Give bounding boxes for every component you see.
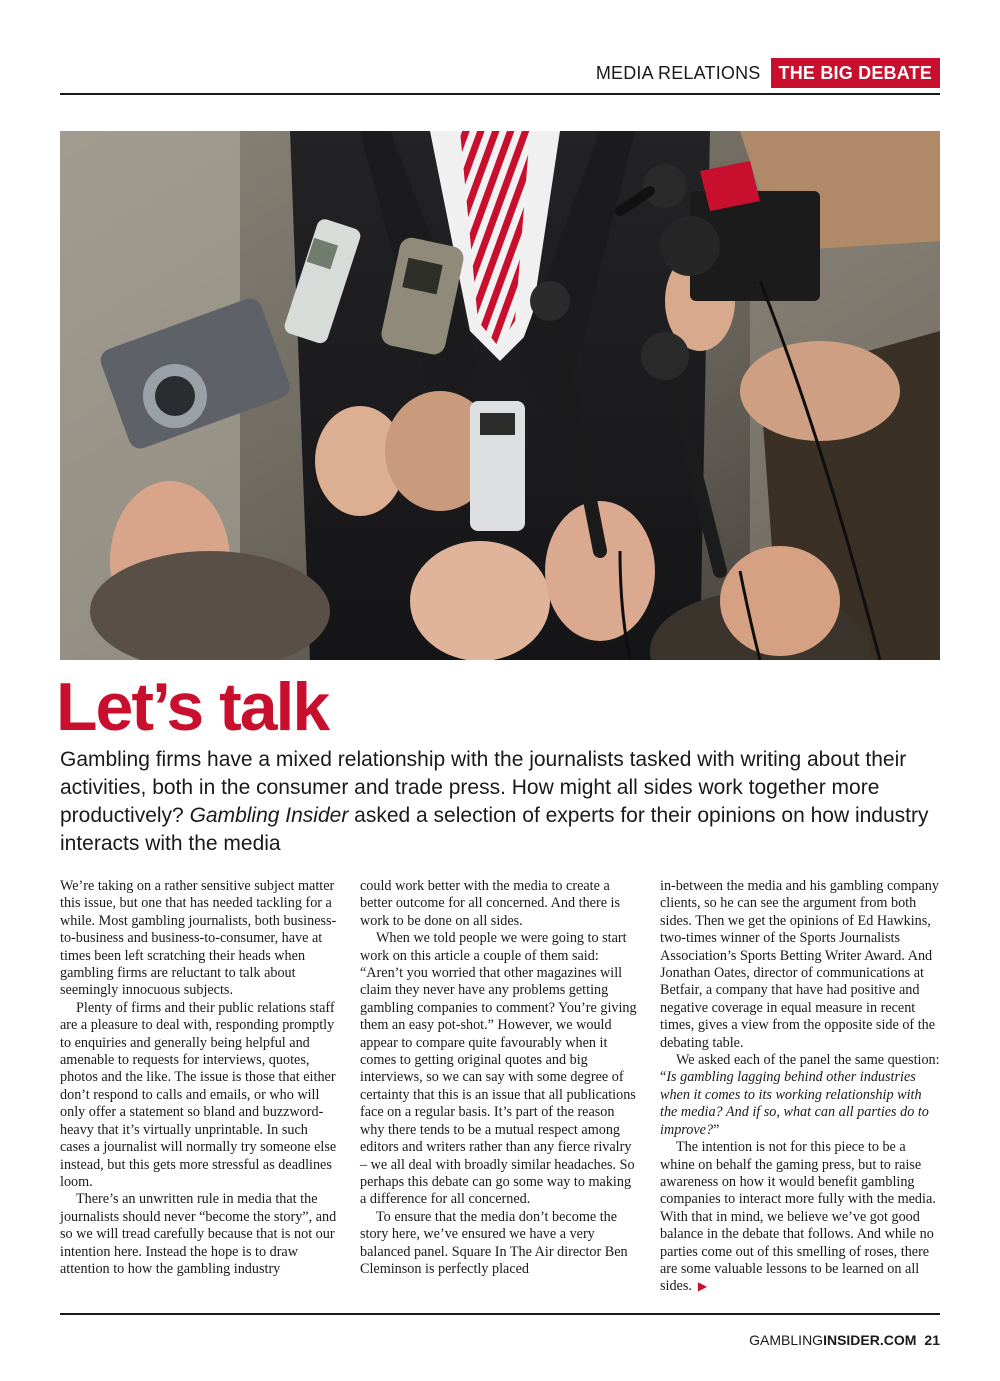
publication-name: Gambling Insider <box>189 804 349 827</box>
body-paragraph: There’s an unwritten rule in media that the journalists should never “become the story”, and so we will tread carefully because that is not our intention here. Instead the hope is to draw attention to how the gambling industry <box>60 1191 337 1277</box>
body-paragraph-question <box>660 1052 940 1139</box>
body-column-1 <box>60 878 340 1298</box>
body-paragraph: To ensure that the media don’t become the story here, we’ve ensured we have a very balanced panel. Square In The Air director Ben Cleminson is perfectly placed <box>360 1208 628 1277</box>
section-header <box>60 58 940 88</box>
panel-question: Is gambling lagging behind other industries when it comes to its working relationship with the media? And if so, what can all parties do to improve? <box>660 1069 929 1138</box>
body-paragraph <box>660 1139 940 1296</box>
article-body <box>60 878 940 1298</box>
body-column-3 <box>660 878 940 1298</box>
hero-photo <box>60 131 940 660</box>
body-paragraph: in-between the media and his gambling company clients, so he can see the argument from both sides. Then we get the opinions of Ed Hawkins, two-times winner of the Sports Journalists Association’s Sports Betting Writer Award. And Jonathan Oates, director of communications at Betfair, a company that have had positive and negative coverage in equal measure in recent times, gives a view from the opposite side of the debating table. <box>660 878 939 1051</box>
question-lead: We asked each of the panel the same question: “ <box>660 1052 940 1086</box>
standfirst-text-start: Gambling firms have a mixed relationship with the journalists tasked with writing about their activities, both in the consumer and trade press. How might all sides work together more productively? <box>60 748 907 827</box>
article-headline: Let’s talk <box>56 669 329 745</box>
closing-text: The intention is not for this piece to be a whine on behalf the gaming press, but to raise awareness on how it would benefit gambling companies to interact more fully with the media. With that in mind, we believe we’ve got good balance in the debate that follows. And while no parties come out of this smelling of roses, there are some valuable lessons to be learned on all sides. <box>660 1139 936 1295</box>
standfirst-text-end: asked a selection of experts for their opinions on how industry interacts with the media <box>60 804 929 855</box>
section-label: MEDIA RELATIONS <box>595 62 761 83</box>
body-column-2 <box>360 878 640 1298</box>
body-paragraph: could work better with the media to create a better outcome for all concerned. And there is work to be done on all sides. <box>360 878 621 929</box>
page-footer <box>749 1332 940 1348</box>
footer-site-light: GAMBLING <box>749 1332 824 1348</box>
body-paragraph: Plenty of firms and their public relations staff are a pleasure to deal with, responding promptly to enquiries and generally being helpful and amenable to requests for interviews, quotes, photos and the like. The issue is those that either don’t respond to calls and emails, or who will only offer a statement so bland and buzzword-heavy that it’s virtually unprintable. In such cases a journalist will normally try someone else instead, but this gets more stressful as deadlines loom. <box>60 999 337 1190</box>
footer-site-bold: INSIDER.COM <box>823 1332 917 1348</box>
section-tag: THE BIG DEBATE <box>771 58 940 88</box>
body-paragraph: We’re taking on a rather sensitive subject matter this issue, but one that has needed tackling for a while. Most gambling journalists, both business-to-business and business-to-consumer, have at times been left scratching their heads when gambling firms are reluctant to talk about seemingly innocuous subjects. <box>60 878 337 999</box>
question-close: ” <box>713 1121 720 1138</box>
body-paragraph: When we told people we were going to start work on this article a couple of them said: “Aren’t you worried that other magazines will claim they never have any problems getting gambling companies to comment? You’re giving them an easy pot-shot.” However, we would appear to compare quite favourably when it comes to getting original quotes and big interviews, so we can say with some degree of certainty that this is an issue that all publications face on a regular basis. It’s part of the reason why there tends to be a mutual respect among editors and writers rather than any fierce rivalry – we all deal with broadly similar headaches. So perhaps this debate can go some way to making a difference for all concerned. <box>360 930 637 1208</box>
bottom-rule <box>60 1313 940 1315</box>
article-standfirst <box>60 746 940 858</box>
end-of-article-icon: ▶ <box>697 1279 708 1294</box>
page-number: 21 <box>924 1332 940 1348</box>
top-rule <box>60 93 940 95</box>
